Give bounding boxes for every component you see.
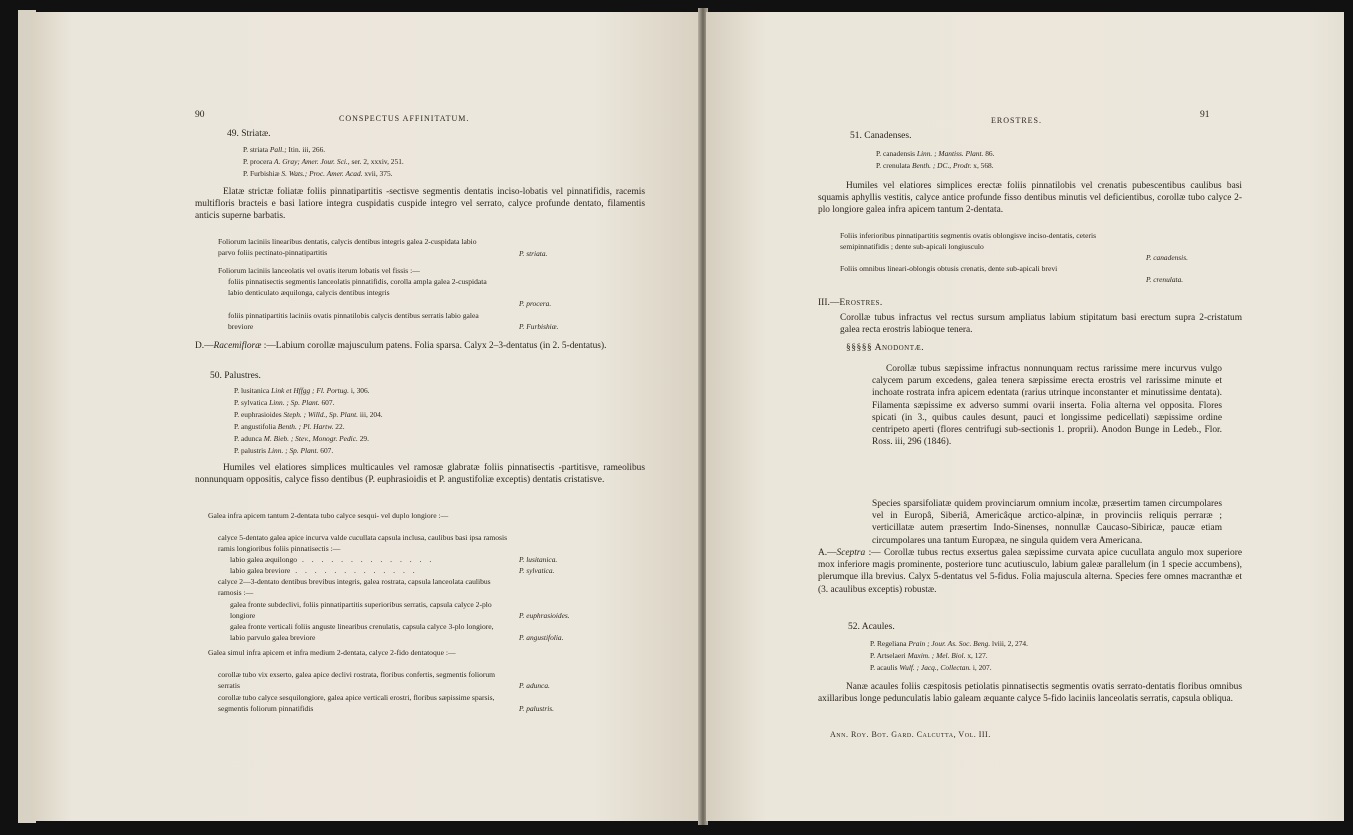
key-species-name: P. lusitanica. xyxy=(519,555,558,564)
group-iii-label: III.—Erostres. xyxy=(818,298,883,308)
species-entry: P. lusitanica Link et Hffgg ; Fl. Portug. i, 306. xyxy=(234,386,370,395)
group-d-text: D.—Racemifloræ :—Labium corollæ majusculum patens. Folia sparsa. Calyx 2–3-dentatus (in 2. 5-dentatus). xyxy=(195,341,607,351)
species-entry: P. Artselaeri Maxim. ; Mel. Biol. x, 127. xyxy=(870,651,988,660)
left-running-head: CONSPECTUS AFFINITATUM. xyxy=(339,114,470,123)
section-51-heading: 51. Canadenses. xyxy=(850,131,912,141)
key-entry: Foliorum laciniis lanceolatis vel ovatis iterum lobatis vel fissis :— xyxy=(218,266,420,275)
key-entry: Foliis inferioribus pinnatipartitis segmentis ovatis oblongisve inciso-dentatis, ceteris semipinnatifidis ; dente sub-apicali longiusculo xyxy=(840,231,1097,251)
key-species-name: P. striata. xyxy=(519,249,548,258)
group-iii-text: Corollæ tubus infractus vel rectus sursum ampliatus labium stipitatum basi erectum supra 2-cristatum galea recta erostris labioque tenera. xyxy=(840,313,1242,336)
species-entry: P. crenulata Benth. ; DC., Prodr. x, 568. xyxy=(876,161,994,170)
key-species-name: P. euphrasioides. xyxy=(519,611,570,620)
key-entry: Foliis omnibus lineari-oblongis obtusis crenatis, dente sub-apicali brevi xyxy=(840,264,1058,273)
species-entry: P. canadensis Linn. ; Mantiss. Plant. 86. xyxy=(876,149,995,158)
species-entry: P. procera A. Gray; Amer. Jour. Sci., ser. 2, xxxiv, 251. xyxy=(243,157,404,166)
section-51-description: Humiles vel elatiores simplices erectæ foliis pinnatilobis vel crenatis pubescentibus caulibus basi squamis aphyllis vestitis, calyce antice profunde fisso dentibus minutis vel deficientibus, corollæ tubo calyce 2-plo longiore galea infra apicem tantum 2-dentata. xyxy=(818,181,1242,216)
key-entry: Foliorum laciniis linearibus dentatis, calycis dentibus integris galea 2-cuspidata labio parvo foliis pectinato-pinnatipartitis xyxy=(218,237,477,257)
key-species-name: P. sylvatica. xyxy=(519,566,555,575)
species-entry: P. euphrasioides Steph. ; Willd., Sp. Plant. iii, 204. xyxy=(234,410,383,419)
section-49-heading: 49. Striatæ. xyxy=(227,129,271,139)
anodontae-heading: §§§§§ Anodontæ. xyxy=(846,343,925,353)
key-species-name: P. procera. xyxy=(519,299,552,308)
key-species-name: P. angustifolia. xyxy=(519,633,564,642)
anodontae-text: Corollæ tubus sæpissime infractus nonnunquam rectus rarissime mere incurvus vulgo calycem parum excedens, galea tenera sæpissime erecta erostris vel rarissime minute et inchoate rostrata infra apicem edentata (rarius utrinque inconstanter et minutissime dentata). Filamenta sæpissime ex adverso summi ovarii inserta. Folia alterna vel opposita. Flores spicati (in 3., quibus caules desunt, pauci et longissime pedicellati) sæpissime ordine centripeto aperti (flores centrifugi sub-sectionis 1. proprii). Anodon Bunge in Ledeb., Flor. Ross. iii, 296 (1846). xyxy=(872,364,1222,448)
section-52-description: Nanæ acaules foliis cæspitosis petiolatis pinnatisectis segmentis ovatis serrato-dentatis floribus omnibus axillaribus longe pedunculatis labio galeam æquante calyce 5-fido laciniis lanceolatis serratis, capsula obliqua. xyxy=(818,682,1242,705)
key-species-name: P. crenulata. xyxy=(1146,275,1184,284)
species-entry: P. adunca M. Bieb. ; Stev., Monogr. Pedic. 29. xyxy=(234,434,369,443)
key-entry: Galea infra apicem tantum 2-dentata tubo calyce sesqui- vel duplo longiore :— xyxy=(208,511,449,520)
species-entry: P. acaulis Wulf. ; Jacq., Collectan. i, 207. xyxy=(870,663,992,672)
key-entry: corollæ tubo vix exserto, galea apice declivi rostrata, floribus confertis, segmentis foliorum serratis xyxy=(218,670,496,690)
key-entry: labio galea æquilongo . . . . . . . . . . . . . . xyxy=(230,555,435,564)
section-50-description: Humiles vel elatiores simplices multicaules vel ramosæ glabratæ foliis pinnatisectis -partitisve, rameolibus nonnunquam oppositis, calyce fisso dentibus (P. euphrasioidis et P. angustifoliæ exceptis) dentatis cristatisve. xyxy=(195,463,645,486)
anodontae-distribution: Species sparsifoliatæ quidem provinciarum omnium incolæ, præsertim tamen circumpolares vel in Europâ, Siberiâ, Americâque arctico-alpinæ, in provinciis reliquis perraræ ; verticillatæ autem præsertim Indo-Sinenses, nonnullæ Caucaso-Sibiricæ, paucæ etiam circumpolares una tantum Europæa, ne singula quidem vera Americana. xyxy=(872,499,1222,546)
species-entry: P. striata Pall.; Itin. iii, 266. xyxy=(243,145,326,154)
key-entry: galea fronte verticali foliis anguste linearibus crenulatis, capsula calyce 3-plo longiore, labio parvulo galea breviore xyxy=(230,622,494,642)
key-species-name: P. adunca. xyxy=(519,681,550,690)
section-50-heading: 50. Palustres. xyxy=(210,371,261,381)
key-entry: calyce 5-dentato galea apice incurva valde cucullata capsula inclusa, caulibus basi ipsa ramosis ramis longioribus foliis pinnatisectis :— xyxy=(218,533,508,553)
key-entry: foliis pinnatipartitis laciniis ovatis pinnatilobis calycis dentibus serratis labio galea breviore xyxy=(228,311,479,331)
species-entry: P. Regeliana Prain ; Jour. As. Soc. Beng. lviii, 2, 274. xyxy=(870,639,1028,648)
key-entry: calyce 2—3-dentato dentibus brevibus integris, galea rostrata, capsula lanceolata caulibus ramosis :— xyxy=(218,577,491,597)
key-species-name: P. Furbishiæ. xyxy=(519,322,559,331)
section-52-heading: 52. Acaules. xyxy=(848,622,895,632)
right-running-head: EROSTRES. xyxy=(991,116,1043,125)
species-entry: P. angustifolia Benth. ; Pl. Hartw. 22. xyxy=(234,422,345,431)
group-a-text: A.—Sceptra :— Corollæ tubus rectus exsertus galea sæpissime curvata apice cucullata angulo mox superiore mox inferiore magis prominente, posteriore tunc acutiusculo, labium galeæ parallelum (in 1 specie accumbens), plerumque illa brevius. Calyx 5-dentatus vel 5-fidus. Folia majuscula alterna. Species fere omnes macranthæ et (3. acaulibus exceptis) robustæ. xyxy=(818,548,1242,595)
key-species-name: P. canadensis. xyxy=(1146,253,1188,262)
left-page xyxy=(32,12,700,821)
species-entry: P. Furbishiæ S. Wats.; Proc. Amer. Acad. xvii, 375. xyxy=(243,169,393,178)
page-footer: Ann. Roy. Bot. Gard. Calcutta, Vol. III. xyxy=(830,730,991,739)
species-entry: P. sylvatica Linn. ; Sp. Plant. 607. xyxy=(234,398,335,407)
left-page-number: 90 xyxy=(195,110,205,120)
species-entry: P. palustris Linn. ; Sp. Plant. 607. xyxy=(234,446,334,455)
key-entry: foliis pinnatisectis segmentis lanceolatis pinnatifidis, corolla ampla galea 2-cuspidata labio denticulato æquilonga, calycis dentibus integris xyxy=(228,277,487,297)
key-entry: corollæ tubo calyce sesquilongiore, galea apice verticali erostri, floribus sæpissime sparsis, segmentis foliorum pinnatifidis xyxy=(218,693,495,713)
section-49-description: Elatæ strictæ foliatæ foliis pinnatipartitis -sectisve segmentis dentatis inciso-lobatis vel pinnatifidis, racemis multifloris bracteis e basi latiore integra cuspidatis cuspide integro vel serrato, calyce profunde dentato, filamentis anticis superne barbatis. xyxy=(195,187,645,222)
key-entry: galea fronte subdeclivi, foliis pinnatipartitis superioribus serratis, capsula calyce 2-plo longiore xyxy=(230,600,492,620)
key-species-name: P. palustris. xyxy=(519,704,554,713)
right-page xyxy=(706,12,1344,821)
key-entry: labio galea breviore . . . . . . . . . . . . . xyxy=(230,566,418,575)
right-page-number: 91 xyxy=(1200,110,1210,120)
key-entry: Galea simul infra apicem et infra medium 2-dentata, calyce 2-fido dentatoque :— xyxy=(208,648,456,657)
